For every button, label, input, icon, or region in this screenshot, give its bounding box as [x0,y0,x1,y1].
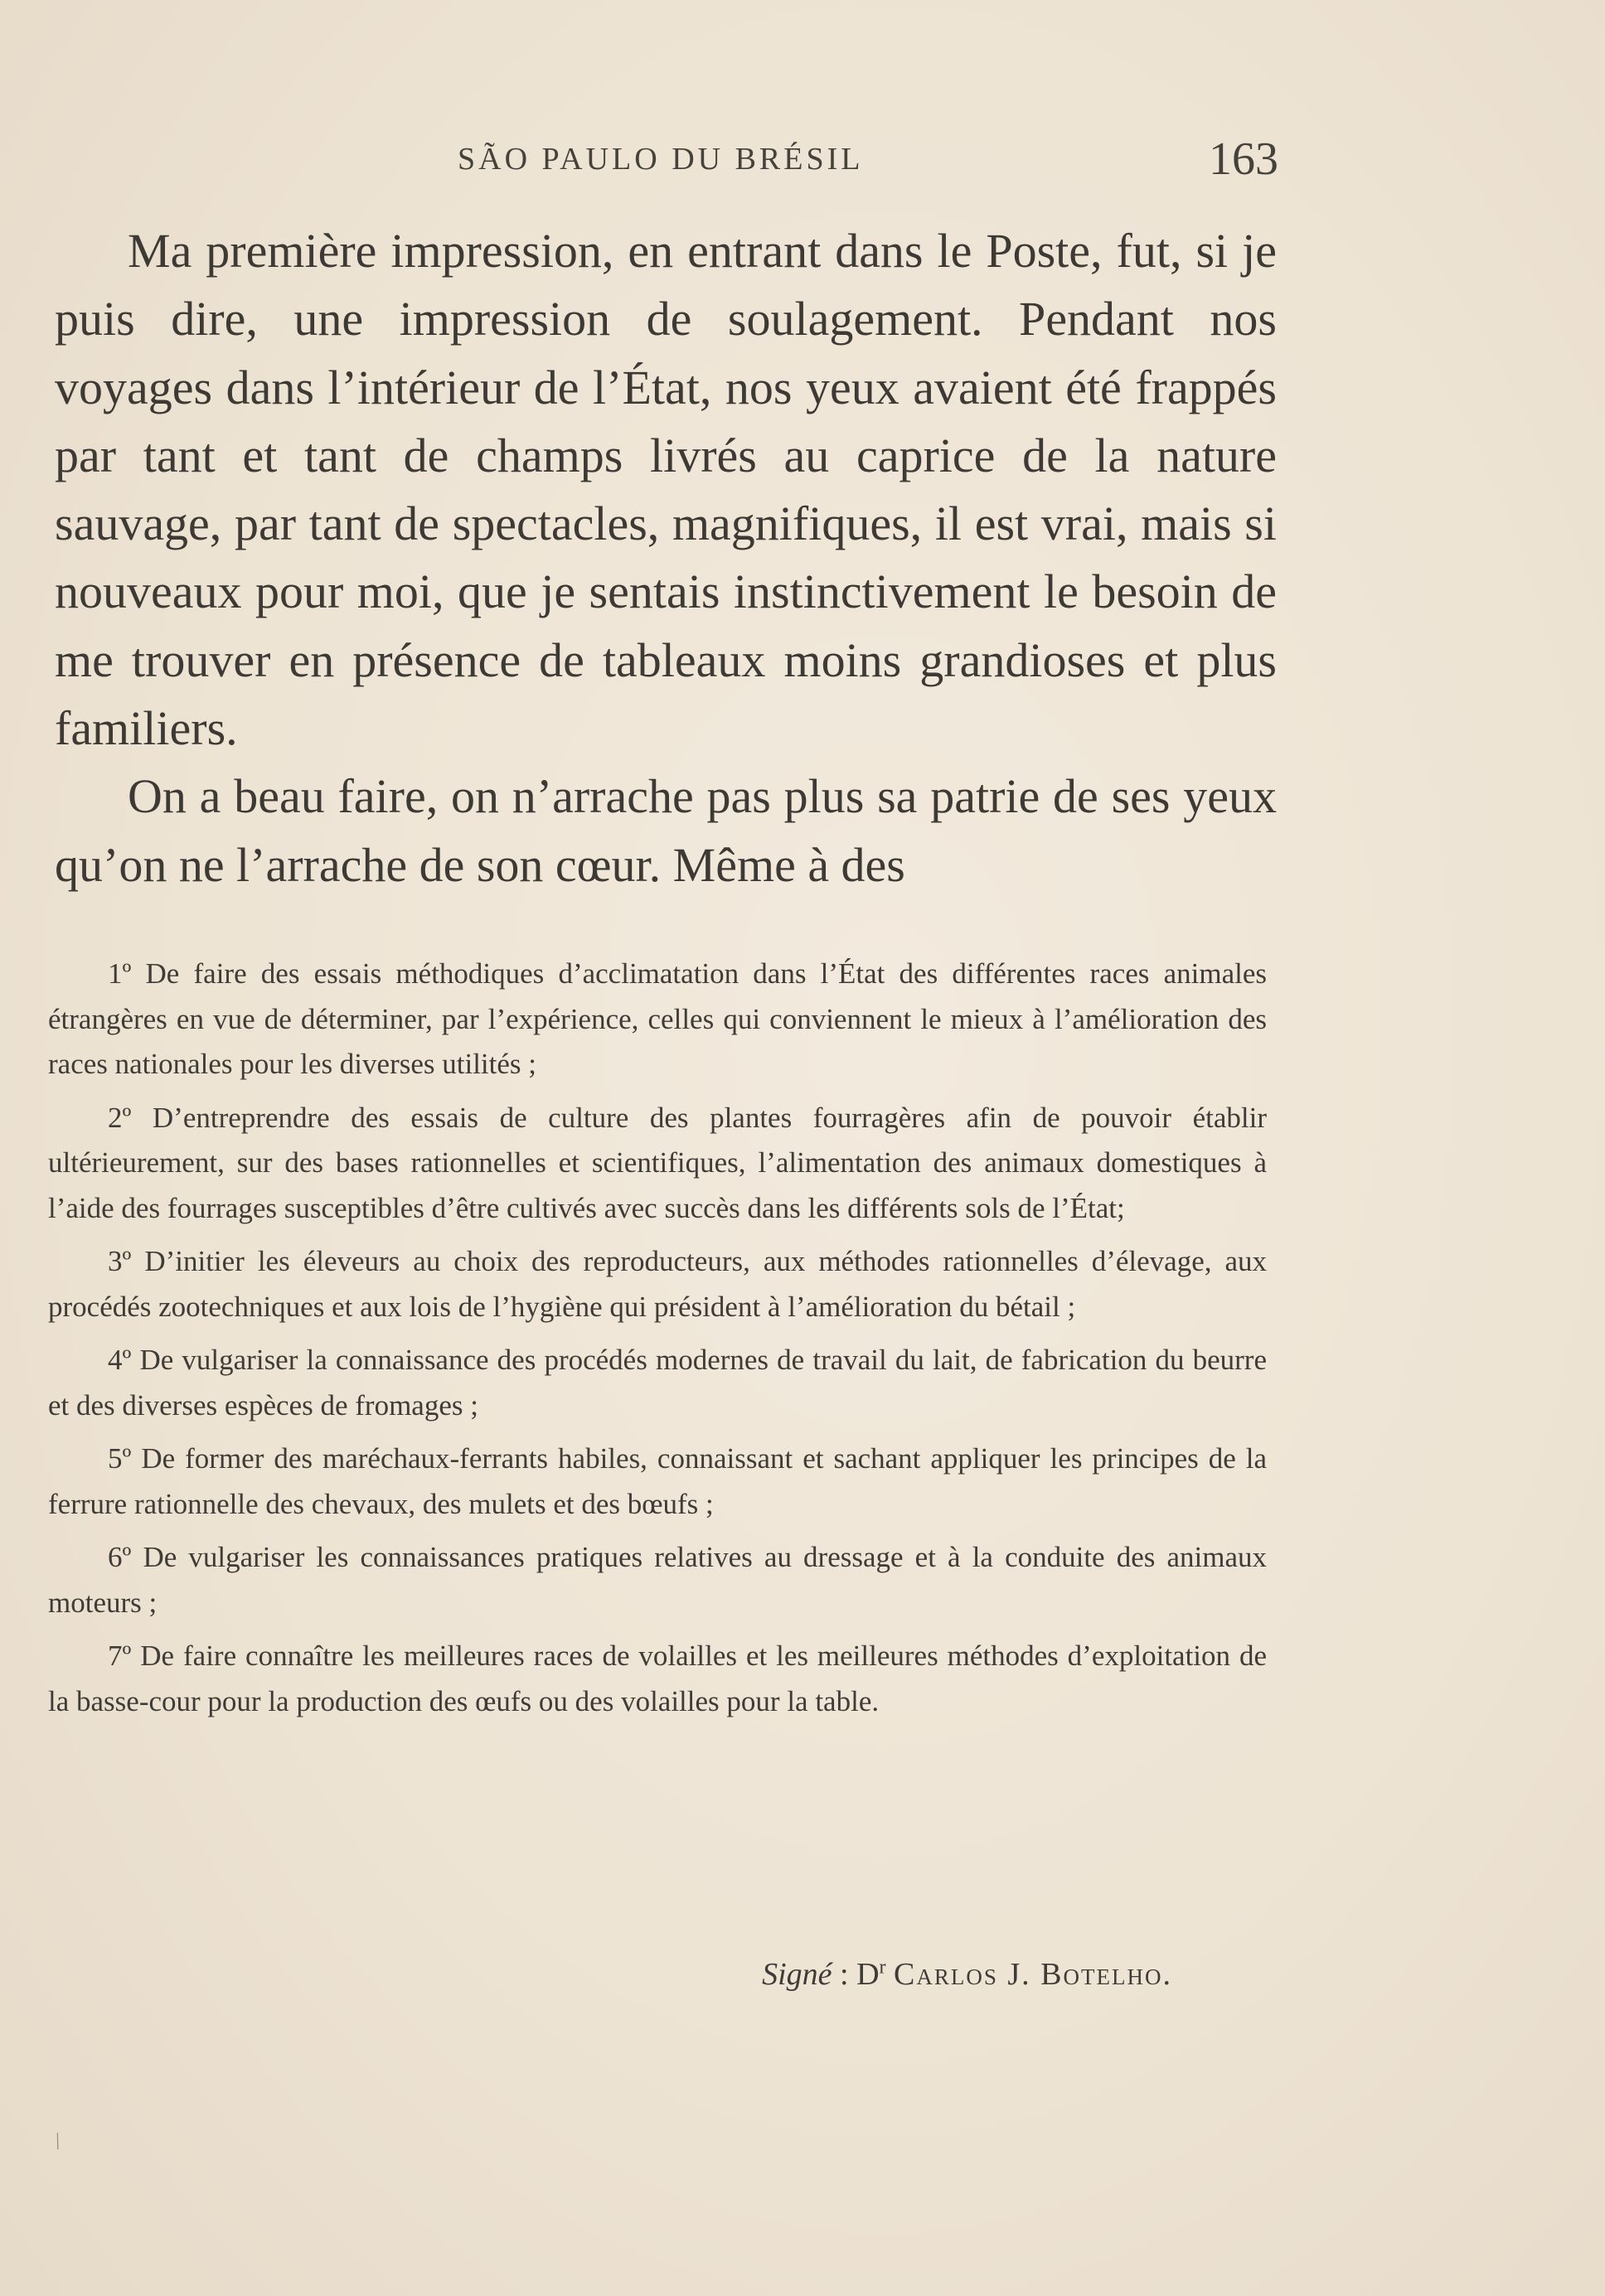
main-text [55,217,1277,899]
signature-title: D [856,1957,880,1992]
footnote-item: 2º D’entreprendre des essais de culture des plantes fourragères afin de pouvoir établir ultérieurement, sur des bases rationnelles et scientifiques, l’alimentation des animaux domestiques à l’aide des fourrages susceptibles d’être cultivés avec succès dans les différents sols de l’État; [48,1101,1267,1224]
signature [0,1956,1172,1993]
signature-separator: : [832,1957,857,1992]
paragraph: On a beau faire, on n’arrache pas plus sa patrie de ses yeux qu’on ne l’arrache de son cœur. Même à des [55,769,1277,892]
footnote-item: 1º De faire des essais méthodiques d’acclimatation dans l’État des différentes races animales étrangères en vue de déterminer, par l’expérience, celles qui conviennent le mieux à l’amélioration des races nationales pour les diverses utilités ; [48,957,1267,1080]
footnote-list [48,952,1267,1732]
footnote-item: 4º De vulgariser la connaissance des procédés modernes de travail du lait, de fabrication du beurre et des diverses espèces de fromages ; [48,1344,1267,1422]
signature-label: Signé [762,1957,832,1992]
page-header [0,133,1605,185]
stray-mark: / [50,2128,65,2155]
paragraph: Ma première impression, en entrant dans le Poste, fut, si je puis dire, une impression de soulagement. Pendant nos voyages dans l’intérieur de l’État, nos yeux avaient été frappés par tant et tant de champs livrés au caprice de la nature sauvage, par tant de spectacles, magnifiques, il est vrai, mais si nouveaux pour moi, que je sentais instinctivement le besoin de me trouver en présence de tableaux moins grandioses et plus familiers. [55,224,1277,756]
running-title: SÃO PAULO DU BRÉSIL [458,142,864,177]
footnote-item: 7º De faire connaître les meilleures races de volailles et les meilleures méthodes d’exploitation de la basse-cour pour la production des œufs ou des volailles pour la table. [48,1640,1267,1717]
page-number: 163 [1209,133,1278,185]
signature-name: Carlos J. Botelho. [894,1957,1172,1992]
footnote-item: 3º D’initier les éleveurs au choix des reproducteurs, aux méthodes rationnelles d’élevage, aux procédés zootechniques et aux lois de l’hygiène qui président à l’amélioration du bétail ; [48,1245,1267,1323]
signature-title-superscript: r [879,1956,886,1979]
footnote-item: 5º De former des maréchaux-ferrants habiles, connaissant et sachant appliquer les principes de la ferrure rationnelle des chevaux, des mulets et des bœufs ; [48,1442,1267,1520]
footnote-item: 6º De vulgariser les connaissances pratiques relatives au dressage et à la conduite des animaux moteurs ; [48,1541,1267,1619]
